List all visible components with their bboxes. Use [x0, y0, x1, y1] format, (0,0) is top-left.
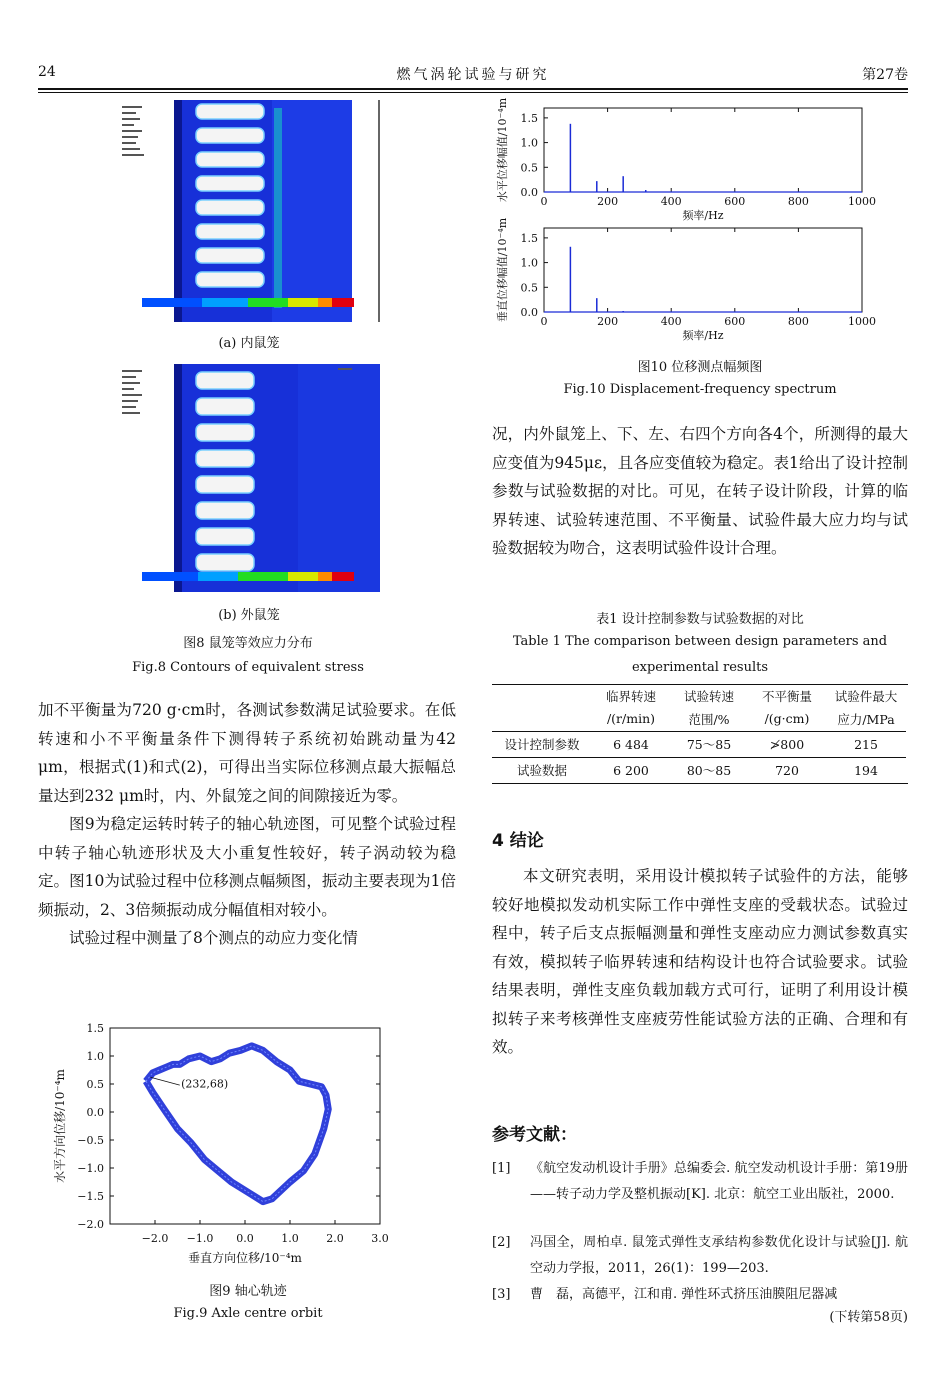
fig10-svg	[492, 96, 912, 354]
y-tick-label: −1.5	[77, 1190, 104, 1203]
paragraph: 图9为稳定运转时转子的轴心轨迹图，可见整个试验过程中转子轴心轨迹形状及大小重复性较好，转子涡动较为稳定。图10为试验过程中位移测点幅频图，振动主要表现为1倍频振动，2、3倍频振动成分幅值相对较小。	[38, 815, 456, 919]
y-axis-label: 水平位移幅值/10⁻⁴m	[496, 97, 509, 203]
x-tick-label: 400	[660, 195, 682, 208]
y-tick-label: −0.5	[77, 1134, 104, 1147]
fig9-caption-cn: 图9 轴心轨迹	[209, 1284, 287, 1299]
cage-slot	[196, 224, 264, 239]
references-title: 参考文献：	[492, 1125, 577, 1145]
paragraph: 试验过程中测量了8个测点的动应力变化情	[69, 929, 358, 947]
volume-label: 第27卷	[862, 67, 908, 83]
x-tick-label: 400	[660, 315, 682, 328]
x-tick-label: 800	[787, 195, 809, 208]
table-header: 临界转速	[605, 689, 656, 704]
fig10-chart	[492, 96, 912, 354]
left-body-text	[38, 696, 456, 953]
cage-slot	[196, 104, 264, 119]
table-cell: 215	[854, 736, 878, 752]
x-tick-label: 2.0	[326, 1232, 344, 1245]
y-tick-label: −2.0	[77, 1218, 104, 1231]
y-axis-label: 水平方向位移/10⁻⁴m	[53, 1069, 67, 1183]
table-header: 试验转速	[683, 689, 734, 704]
table-cell: ≯800	[769, 736, 805, 752]
fig8-caption-en: Fig.8 Contours of equivalent stress	[132, 660, 364, 675]
header-rule-thick	[38, 88, 908, 90]
x-tick-label: 0.0	[236, 1232, 254, 1245]
cage-slot	[196, 176, 264, 191]
cage-slot	[196, 450, 254, 467]
reference-item	[492, 1282, 908, 1308]
fig9-svg	[50, 1016, 410, 1276]
fig8b-image	[118, 364, 380, 592]
table1-caption-en-1: Table 1 The comparison between design parameters and	[512, 634, 888, 649]
plot-frame	[110, 1028, 380, 1224]
table-header: 应力/MPa	[837, 711, 895, 727]
table-header	[492, 685, 592, 707]
cage-slot	[196, 476, 254, 493]
x-tick-label: 1.0	[281, 1232, 299, 1245]
y-tick-label: 1.5	[86, 1022, 104, 1035]
table-header: /(r/min)	[606, 711, 656, 727]
reference-text: 《航空发动机设计手册》总编委会. 航空发动机设计手册：第19册——转子动力学及整机振动[K]. 北京：航空工业出版社，2000.	[530, 1161, 908, 1202]
y-tick-label: 1.5	[520, 111, 538, 125]
fig9-chart	[50, 1016, 410, 1276]
table-header	[492, 707, 592, 731]
x-tick-label: −2.0	[141, 1232, 169, 1245]
cage-slot	[196, 424, 254, 441]
paragraph: 况，内外鼠笼上、下、左、右四个方向各4个，所测得的最大应变值为945με，且各应变值较为稳定。表1给出了设计控制参数与试验数据的对比。可见，在转子设计阶段，计算的临界转速、试验转速范围、不平衡量、试验件最大应力均与试验数据较为吻合，这表明试验件设计合理。	[492, 425, 908, 557]
y-tick-label: 0.5	[86, 1078, 104, 1091]
fig8b-label: (b) 外鼠笼	[218, 608, 280, 623]
y-tick-label: 0.5	[520, 161, 538, 175]
x-tick-label: 0	[540, 195, 548, 208]
x-tick-label: 0	[540, 315, 548, 328]
fig8-caption-cn: 图8 鼠笼等效应力分布	[183, 636, 313, 651]
x-tick-label: 1000	[848, 195, 876, 208]
table-row	[492, 757, 906, 783]
table-cell: 194	[854, 762, 878, 778]
x-tick-label: 600	[724, 195, 746, 208]
y-tick-label: 0.0	[520, 306, 538, 319]
table-cell: 试验数据	[516, 763, 567, 779]
table-cell: 720	[775, 762, 799, 778]
reference-text: 冯国全，周柏卓. 鼠笼式弹性支承结构参数优化设计与试验[J]. 航空动力学报，2011，26(1)：199—203.	[530, 1235, 908, 1276]
section-title: 4 结论	[492, 831, 544, 851]
page-number: 24	[38, 64, 56, 80]
x-axis-label: 频率/Hz	[682, 209, 724, 222]
table-header: 不平衡量	[761, 689, 812, 704]
table1-caption-en-2: experimental results	[631, 660, 769, 675]
cage-slot	[196, 152, 264, 167]
paragraph: 加不平衡量为720 g·cm时，各测试参数满足试验要求。在低转速和小不平衡量条件下测得转子系统初始跳动量为42 μm，根据式(1)和式(2)，可得出当实际位移测点最大振幅总量达到232 μm时，内、外鼠笼之间的间隙接近为零。	[38, 701, 456, 805]
cage-slot	[196, 248, 264, 263]
table-cell: 6 484	[613, 736, 649, 752]
reference-number: [3]	[492, 1287, 511, 1302]
y-tick-label: 1.0	[520, 136, 538, 150]
cage-slot	[196, 502, 254, 519]
reference-number: [2]	[492, 1235, 511, 1250]
annotation-label: (232,68)	[181, 1077, 229, 1091]
plot-frame	[544, 108, 862, 192]
fig9-caption-en: Fig.9 Axle centre orbit	[173, 1306, 323, 1321]
y-axis-label: 垂直位移幅值/10⁻⁴m	[496, 217, 509, 323]
table-header: 试验件最大	[834, 689, 898, 704]
table-cell: 75～85	[686, 737, 732, 752]
fig10-caption-en: Fig.10 Displacement-frequency spectrum	[563, 382, 837, 397]
fig8a-image	[118, 100, 380, 322]
y-tick-label: 1.0	[86, 1050, 104, 1063]
cage-slot	[196, 272, 264, 287]
cage-slot	[196, 398, 254, 415]
table-row	[492, 731, 906, 757]
table-cell: 6 200	[613, 762, 649, 778]
x-tick-label: 3.0	[371, 1232, 389, 1245]
journal-title: 燃气涡轮试验与研究	[396, 67, 550, 83]
y-tick-label: −1.0	[77, 1162, 104, 1175]
table1	[492, 684, 908, 784]
reference-text: 曹 磊，高德平，江和甫. 弹性环式挤压油膜阻尼器减	[530, 1287, 838, 1302]
cage-slot	[196, 528, 254, 545]
cage-slot	[196, 554, 254, 571]
x-axis-label: 频率/Hz	[682, 329, 724, 342]
plot-frame	[544, 228, 862, 312]
conclusion-text	[492, 862, 908, 1062]
y-tick-label: 0.5	[520, 281, 538, 295]
reference-item	[492, 1230, 908, 1282]
paragraph: 本文研究表明，采用设计模拟转子试验件的方法，能够较好地模拟发动机实际工作中弹性支座的受载状态。试验过程中，转子后支点振幅测量和弹性支座动应力测试参数真实有效，模拟转子临界转速和结构设计也符合试验要求。试验结果表明，弹性支座负载加载方式可行，证明了利用设计模拟转子来考核弹性支座疲劳性能试验方法的正确、合理和有效。	[492, 867, 908, 1056]
x-tick-label: −1.0	[186, 1232, 214, 1245]
y-tick-label: 1.0	[520, 256, 538, 270]
y-tick-label: 1.5	[520, 231, 538, 245]
table-header: /(g·cm)	[764, 711, 810, 727]
table-cell: 设计控制参数	[504, 737, 580, 752]
y-tick-label: 0.0	[520, 186, 538, 199]
continued-note: (下转第58页)	[829, 1310, 908, 1325]
table1-caption-cn: 表1 设计控制参数与试验数据的对比	[596, 612, 804, 627]
cage-slot	[196, 200, 264, 215]
x-tick-label: 800	[787, 315, 809, 328]
header-rule-thin	[38, 92, 908, 93]
page-header	[38, 64, 908, 86]
fig10-caption-cn: 图10 位移测点幅频图	[637, 360, 763, 375]
orbit-line	[146, 1046, 328, 1202]
table-header: 范围/%	[688, 711, 730, 727]
cage-slot	[196, 372, 254, 389]
annotation-leader	[151, 1077, 180, 1085]
reference-item	[492, 1156, 908, 1208]
y-tick-label: 0.0	[86, 1106, 104, 1119]
reference-number: [1]	[492, 1161, 511, 1176]
fig8a-label: (a) 内鼠笼	[218, 336, 280, 351]
x-tick-label: 600	[724, 315, 746, 328]
table-cell: 80～85	[686, 763, 732, 779]
right-body-text	[492, 420, 908, 563]
x-tick-label: 1000	[848, 315, 876, 328]
table1-grid	[492, 685, 906, 783]
x-tick-label: 200	[597, 315, 619, 328]
cage-slot	[196, 128, 264, 143]
x-tick-label: 200	[597, 195, 619, 208]
x-axis-label: 垂直方向位移/10⁻⁴m	[188, 1251, 302, 1265]
